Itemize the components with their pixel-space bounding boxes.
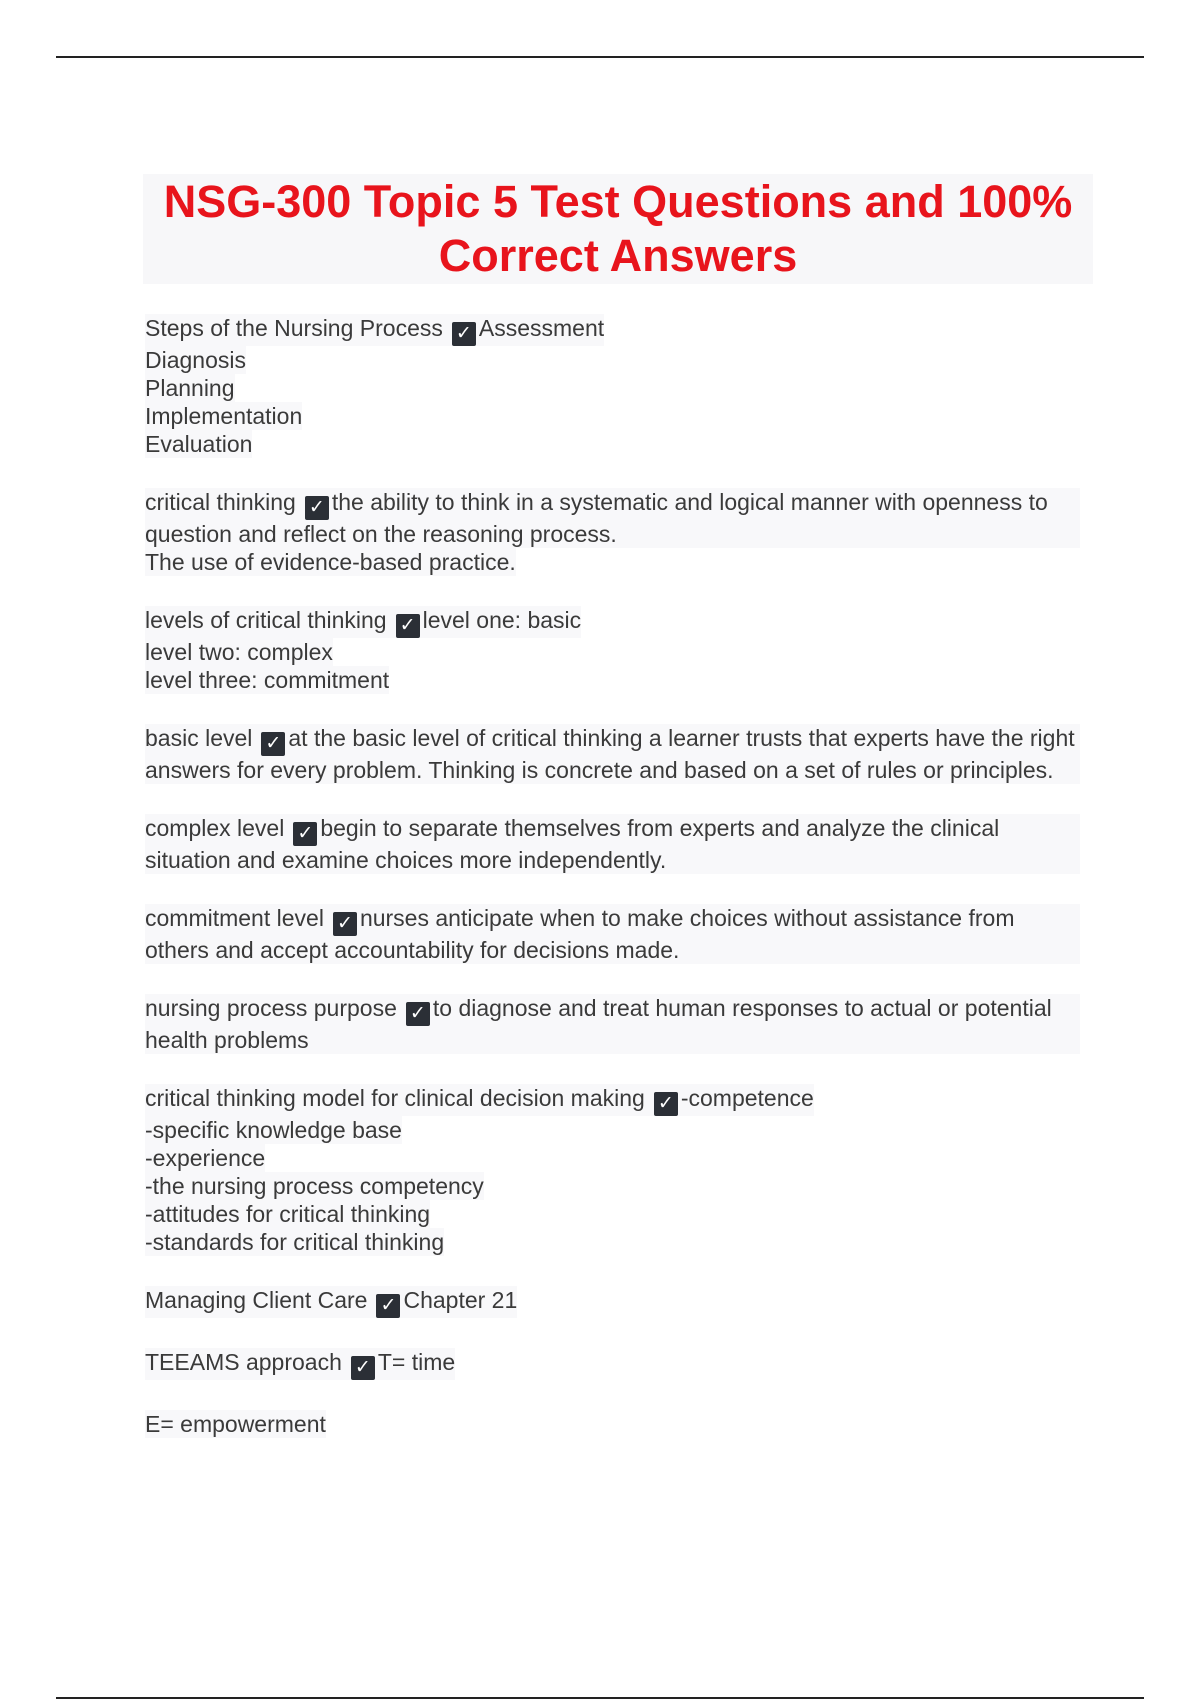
- answer-text: The use of evidence-based practice.: [145, 549, 516, 575]
- question-text: Managing Client Care: [145, 1287, 368, 1313]
- qa-item: [145, 724, 1080, 784]
- qa-first-line: [145, 1348, 455, 1380]
- document-title: NSG-300 Topic 5 Test Questions and 100% Correct Answers: [163, 176, 1073, 281]
- answer-line: [145, 548, 516, 576]
- qa-item: [145, 904, 1080, 964]
- question-text: Steps of the Nursing Process: [145, 315, 443, 341]
- answer-text: Assessment: [478, 315, 605, 341]
- checkmark-icon: ✓: [293, 822, 317, 846]
- answer-text: the ability to think in a systematic and logical manner with openness to question and reflect on the reasoning process.: [145, 489, 1048, 547]
- answer-text: Planning: [145, 375, 235, 401]
- question-text: nursing process purpose: [145, 995, 397, 1021]
- qa-item: [145, 488, 1080, 576]
- answer-text: T= time: [377, 1349, 456, 1375]
- checkmark-icon: ✓: [333, 912, 357, 936]
- answer-text: -attitudes for critical thinking: [145, 1201, 431, 1227]
- answer-text: Implementation: [145, 403, 303, 429]
- qa-first-line: [145, 814, 1080, 874]
- trailing-text: E= empowerment: [145, 1411, 326, 1437]
- answer-line: [145, 402, 302, 430]
- checkmark-icon: ✓: [305, 496, 329, 520]
- qa-first-line: [145, 1084, 814, 1116]
- answer-line: [145, 374, 235, 402]
- answer-line: [145, 430, 252, 458]
- answer-text: -competence: [680, 1085, 814, 1111]
- qa-first-line: [145, 724, 1080, 784]
- title-banner: [143, 174, 1093, 284]
- qa-first-line: [145, 606, 581, 638]
- qa-item: [145, 1286, 1080, 1318]
- qa-first-line: [145, 488, 1080, 548]
- answer-text: -specific knowledge base: [145, 1117, 402, 1143]
- question-text: critical thinking: [145, 489, 296, 515]
- checkmark-icon: ✓: [376, 1294, 400, 1318]
- question-text: basic level: [145, 725, 253, 751]
- answer-line: [145, 346, 246, 374]
- answer-line: [145, 1228, 444, 1256]
- question-text: TEEAMS approach: [145, 1349, 342, 1375]
- answer-text: -experience: [145, 1145, 266, 1171]
- answer-text: Diagnosis: [145, 347, 246, 373]
- qa-item: [145, 606, 1080, 694]
- qa-item: [145, 1084, 1080, 1256]
- question-text: complex level: [145, 815, 285, 841]
- checkmark-icon: ✓: [396, 614, 420, 638]
- answer-line: [145, 1172, 484, 1200]
- answer-text: to diagnose and treat human responses to actual or potential health problems: [145, 995, 1052, 1053]
- qa-list: [145, 314, 1080, 1468]
- answer-text: at the basic level of critical thinking a learner trusts that experts have the right answers for every problem. Thinking is concrete and based on a set of rules or principles.: [145, 725, 1075, 783]
- checkmark-icon: ✓: [452, 322, 476, 346]
- qa-first-line: [145, 314, 604, 346]
- qa-first-line: [145, 994, 1080, 1054]
- checkmark-icon: ✓: [654, 1092, 678, 1116]
- qa-item: [145, 994, 1080, 1054]
- question-text: levels of critical thinking: [145, 607, 387, 633]
- answer-line: [145, 1144, 265, 1172]
- qa-item: [145, 1348, 1080, 1380]
- question-text: critical thinking model for clinical decision making: [145, 1085, 645, 1111]
- answer-text: level two: complex: [145, 639, 333, 665]
- bottom-rule: [56, 1697, 1144, 1699]
- checkmark-icon: ✓: [406, 1002, 430, 1026]
- checkmark-icon: ✓: [351, 1356, 375, 1380]
- qa-first-line: [145, 904, 1080, 964]
- answer-text: -standards for critical thinking: [145, 1229, 445, 1255]
- answer-text: -the nursing process competency: [145, 1173, 484, 1199]
- answer-line: [145, 666, 389, 694]
- answer-line: [145, 638, 333, 666]
- answer-text: begin to separate themselves from experts and analyze the clinical situation and examine choices more independently.: [145, 815, 1000, 873]
- answer-text: level three: commitment: [145, 667, 390, 693]
- answer-line: [145, 1116, 402, 1144]
- answer-text: Chapter 21: [403, 1287, 518, 1313]
- answer-text: nurses anticipate when to make choices without assistance from others and accept accountability for decisions made.: [145, 905, 1015, 963]
- answer-line: [145, 1200, 430, 1228]
- checkmark-icon: ✓: [261, 732, 285, 756]
- question-text: commitment level: [145, 905, 324, 931]
- answer-text: Evaluation: [145, 431, 253, 457]
- qa-item: [145, 814, 1080, 874]
- trailing-item: [145, 1410, 1080, 1438]
- answer-text: level one: basic: [422, 607, 582, 633]
- qa-first-line: [145, 1286, 517, 1318]
- qa-item: [145, 314, 1080, 458]
- top-rule: [56, 56, 1144, 58]
